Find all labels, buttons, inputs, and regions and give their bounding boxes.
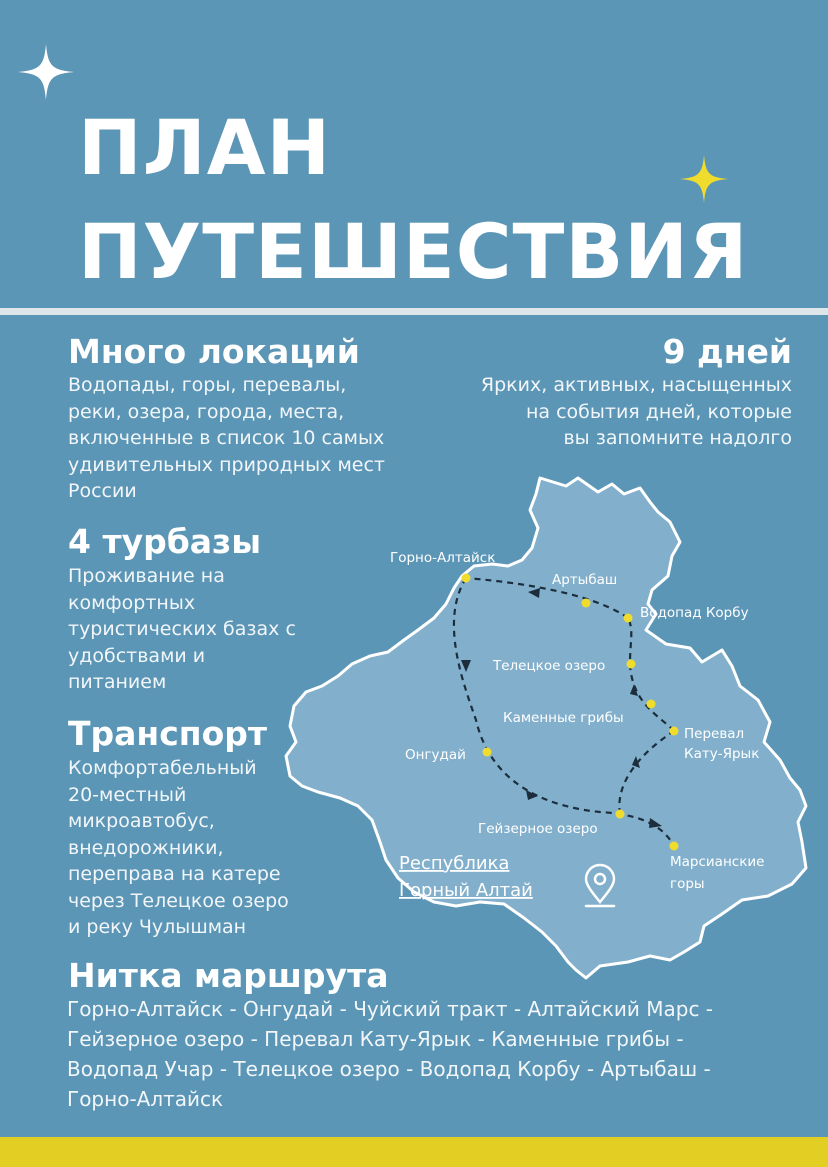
route-text	[67, 994, 767, 1114]
days-heading: 9 дней	[662, 332, 792, 371]
point-griby	[647, 700, 656, 709]
region-name-line-2: Горный Алтай	[399, 880, 533, 901]
bases-line: питанием	[68, 671, 167, 693]
transport-line: 20-местный	[68, 783, 187, 806]
point-geyser	[616, 810, 625, 819]
route-line: Горно-Алтайск	[67, 1087, 224, 1111]
route-line: Горно-Алтайск - Онгудай - Чуйский тракт - Алтайский Марс -	[67, 997, 714, 1021]
label-mars-2: горы	[670, 876, 705, 892]
locations-line: Водопады, горы, перевалы,	[68, 374, 347, 396]
bases-line: Проживание на	[68, 565, 225, 587]
transport-line: через Телецкое озеро	[68, 889, 289, 912]
point-ongudai	[483, 748, 492, 757]
point-mars	[670, 842, 679, 851]
route-line: Водопад Учар - Телецкое озеро - Водопад Корбу - Артыбаш -	[67, 1057, 711, 1081]
label-korbu: Водопад Корбу	[640, 605, 749, 621]
bottom-bar	[0, 1137, 828, 1167]
bases-text	[68, 563, 296, 696]
locations-line: России	[68, 480, 137, 502]
days-line: вы запомните надолго	[563, 427, 792, 449]
days-line: на события дней, которые	[526, 400, 792, 423]
point-korbu	[624, 614, 633, 623]
locations-heading: Много локаций	[68, 332, 360, 371]
transport-line: Комфортабельный	[68, 757, 257, 779]
label-artybash: Артыбаш	[552, 572, 618, 588]
label-teletskoye: Телецкое озеро	[493, 658, 606, 674]
transport-line: внедорожники,	[68, 836, 224, 859]
title-line-1: ПЛАН	[78, 103, 332, 192]
locations-line: реки, озера, города, места,	[68, 400, 345, 423]
label-griby: Каменные грибы	[503, 710, 624, 726]
locations-line: включенные в список 10 самых	[68, 427, 385, 449]
point-gorno-altaysk	[462, 574, 471, 583]
label-ongudai: Онгудай	[405, 747, 466, 763]
transport-text	[68, 755, 289, 941]
label-mars-1: Марсианские	[670, 854, 765, 870]
transport-heading: Транспорт	[68, 714, 267, 753]
region-name-line-1: Республика	[399, 853, 510, 874]
transport-line: микроавтобус,	[68, 810, 215, 832]
locations-line: удивительных природных мест	[68, 453, 385, 476]
bases-line: туристических базах с	[68, 618, 296, 640]
point-artybash	[582, 599, 591, 608]
route-heading: Нитка маршрута	[68, 956, 389, 995]
label-geyser: Гейзерное озеро	[478, 821, 598, 837]
days-line: Ярких, активных, насыщенных	[480, 374, 792, 396]
point-teletskoye	[627, 660, 636, 669]
point-katu	[670, 727, 679, 736]
label-katu-1: Перевал	[684, 726, 745, 742]
label-katu-2: Кату-Ярык	[684, 746, 760, 762]
transport-line: переправа на катере	[68, 863, 281, 885]
label-gorno-altaysk: Горно-Алтайск	[390, 550, 496, 566]
bases-heading: 4 турбазы	[68, 522, 262, 561]
bases-line: удобствами и	[68, 644, 206, 667]
transport-line: и реку Чулышман	[68, 916, 247, 938]
title-line-2: ПУТЕШЕСТВИЯ	[78, 207, 749, 296]
bases-line: комфортных	[68, 591, 196, 614]
route-line: Гейзерное озеро - Перевал Кату-Ярык - Каменные грибы -	[67, 1027, 684, 1051]
